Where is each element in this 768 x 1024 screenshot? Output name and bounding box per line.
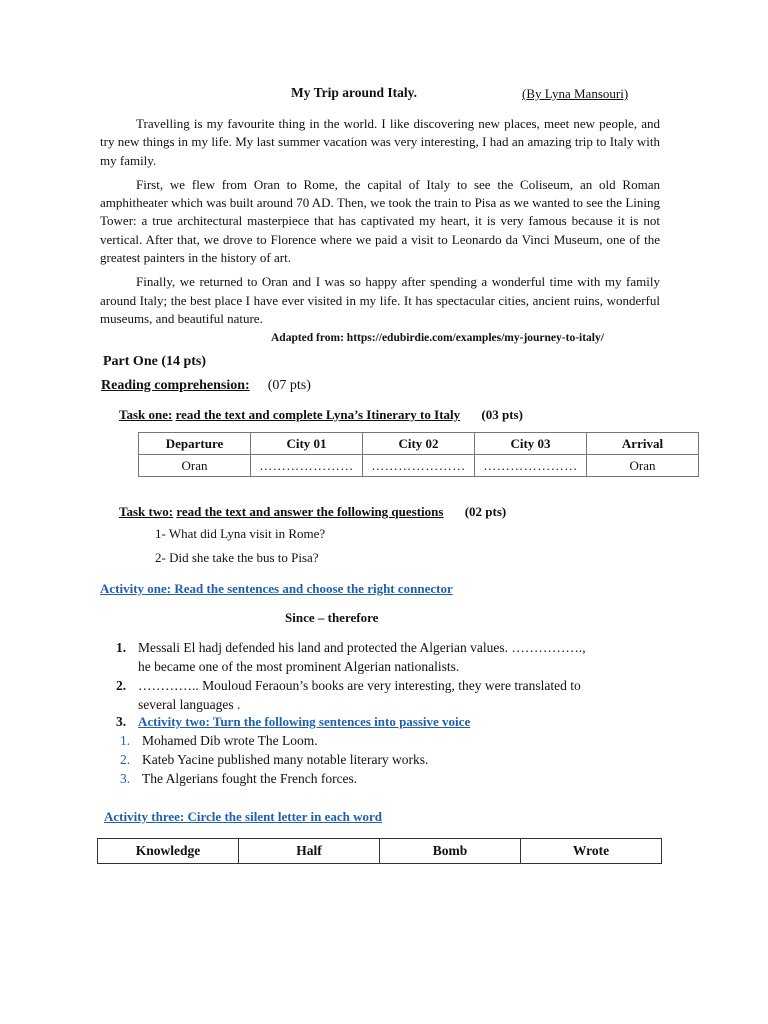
reading-passage bbox=[100, 115, 660, 334]
silent-letter-row bbox=[98, 839, 662, 864]
task-two-label: Task two: bbox=[119, 504, 174, 519]
sentence-number-1: 1. bbox=[116, 640, 127, 655]
itinerary-table bbox=[138, 432, 699, 477]
silent-letter-table bbox=[97, 838, 662, 864]
passive-sentence-2: Kateb Yacine published many notable literary works. bbox=[142, 752, 429, 767]
passage-paragraph-2: First, we flew from Oran to Rome, the capital of Italy to see the Coliseum, an old Roman amphitheater which was built around 70 AD. Then, we took the train to Pisa as we wanted to see the Lining Tower: a true architectural masterpiece that has captivated my heart, it is very famous because it is not vertical. After that, we drove to Florence where we paid a visit to Leonardo da Vinci Museum, one of the greatest painters in the history of art. bbox=[100, 176, 660, 266]
sentence-2-line-2: several languages . bbox=[138, 697, 241, 712]
task-one-text: read the text and complete Lyna’s Itinerary to Italy bbox=[175, 407, 461, 422]
itinerary-blank-cell[interactable]: ………………… bbox=[251, 455, 363, 477]
document-title: My Trip around Italy. bbox=[291, 85, 418, 100]
reading-label: Reading comprehension: bbox=[101, 378, 250, 393]
silent-letter-word[interactable]: Wrote bbox=[521, 839, 662, 864]
sentence-2-line-1: ………….. Mouloud Feraoun’s books are very interesting, they were translated to bbox=[138, 678, 581, 693]
itinerary-header-cell: Departure bbox=[139, 433, 251, 455]
itinerary-blank-cell[interactable]: ………………… bbox=[363, 455, 475, 477]
activity-three-heading: Activity three: Circle the silent letter in each word bbox=[104, 809, 382, 824]
itinerary-cell: Oran bbox=[139, 455, 251, 477]
silent-letter-word[interactable]: Knowledge bbox=[98, 839, 239, 864]
itinerary-blank-cell[interactable]: ………………… bbox=[475, 455, 587, 477]
sentence-1-line-2: he became one of the most prominent Algerian nationalists. bbox=[138, 659, 460, 674]
part-one-heading: Part One (14 pts) bbox=[103, 354, 207, 369]
sentence-number-2: 2. bbox=[116, 678, 127, 693]
passage-paragraph-3: Finally, we returned to Oran and I was so happy after spending a wonderful time with my family around Italy; the best place I have ever visited in my life. It has spectacular cities, ancient ruins, wonderful museums, and beautiful nature. bbox=[100, 274, 660, 326]
question-2: 2- Did she take the bus to Pisa? bbox=[155, 550, 319, 565]
task-one-points: (03 pts) bbox=[481, 407, 523, 422]
itinerary-header-cell: City 02 bbox=[363, 433, 475, 455]
passive-number-3: 3. bbox=[120, 771, 131, 786]
passive-sentence-1: Mohamed Dib wrote The Loom. bbox=[142, 733, 318, 748]
reading-points: (07 pts) bbox=[267, 378, 311, 393]
task-one-label: Task one: bbox=[119, 407, 173, 422]
sentence-number-3: 3. bbox=[116, 714, 127, 729]
task-two-points: (02 pts) bbox=[464, 504, 507, 519]
passive-sentence-3: The Algerians fought the French forces. bbox=[142, 771, 358, 786]
reading-comprehension-heading bbox=[101, 378, 311, 394]
passage-paragraph-1: Travelling is my favourite thing in the world. I like discovering new places, meet new people, and try new things in my life. My last summer vacation was very interesting, I had an amazing trip to Italy with my family. bbox=[100, 116, 660, 168]
task-one-instruction bbox=[119, 407, 523, 423]
author-credit: (By Lyna Mansouri) bbox=[522, 86, 629, 101]
itinerary-header-cell: City 03 bbox=[475, 433, 587, 455]
connector-options: Since – therefore bbox=[285, 610, 379, 625]
question-1: 1- What did Lyna visit in Rome? bbox=[155, 526, 326, 541]
activity-two-heading: Activity two: Turn the following sentences into passive voice bbox=[138, 714, 471, 729]
source-citation: Adapted from: https://edubirdie.com/examples/my-journey-to-italy/ bbox=[271, 332, 604, 344]
activity-one-heading: Activity one: Read the sentences and choose the right connector bbox=[100, 581, 453, 596]
silent-letter-word[interactable]: Bomb bbox=[380, 839, 521, 864]
passive-number-1: 1. bbox=[120, 733, 131, 748]
itinerary-cell: Oran bbox=[587, 455, 699, 477]
passive-number-2: 2. bbox=[120, 752, 131, 767]
itinerary-header-cell: City 01 bbox=[251, 433, 363, 455]
silent-letter-word[interactable]: Half bbox=[239, 839, 380, 864]
itinerary-header-row bbox=[139, 433, 699, 455]
itinerary-header-cell: Arrival bbox=[587, 433, 699, 455]
itinerary-answer-row bbox=[139, 455, 699, 477]
sentence-1-line-1: Messali El hadj defended his land and protected the Algerian values. ……………., bbox=[138, 640, 586, 655]
task-two-instruction bbox=[119, 504, 506, 520]
task-two-text: read the text and answer the following questions bbox=[176, 504, 444, 519]
